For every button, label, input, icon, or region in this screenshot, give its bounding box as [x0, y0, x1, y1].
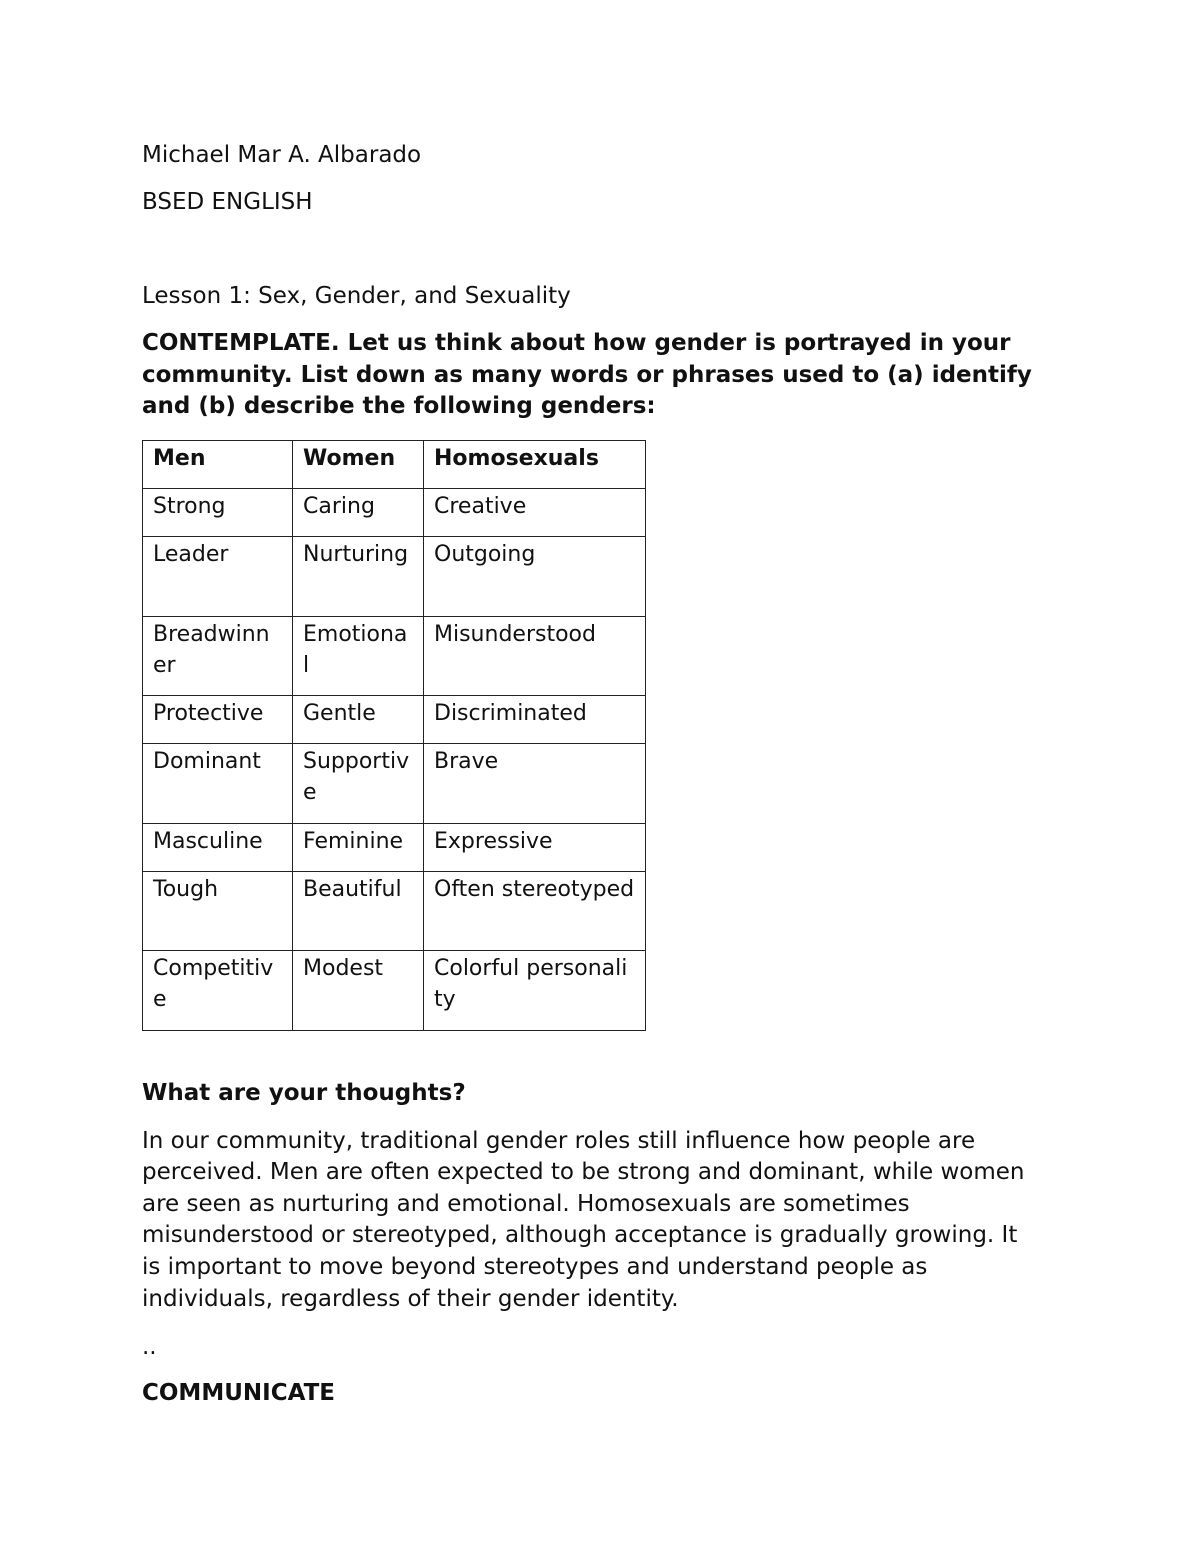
student-name: Michael Mar A. Albarado — [142, 142, 422, 168]
table-cell: Tough — [143, 872, 293, 951]
table-row — [143, 872, 646, 951]
table-cell: Caring — [293, 489, 424, 537]
thoughts-line-3: are seen as nurturing and emotional. Homosexuals are sometimes — [142, 1191, 910, 1217]
table-cell: Modest — [293, 951, 424, 1031]
thoughts-line-1: In our community, traditional gender roles still influence how people are — [142, 1128, 976, 1154]
table-row — [143, 744, 646, 824]
table-row — [143, 489, 646, 537]
table-cell: Emotional — [293, 617, 424, 696]
table-cell: Beautiful — [293, 872, 424, 951]
thoughts-heading: What are your thoughts? — [142, 1080, 466, 1106]
separator-dots: .. — [142, 1334, 157, 1360]
table-cell: Competitive — [143, 951, 293, 1031]
thoughts-line-2: perceived. Men are often expected to be strong and dominant, while women — [142, 1159, 1025, 1185]
lesson-title: Lesson 1: Sex, Gender, and Sexuality — [142, 283, 571, 309]
table-cell: Masculine — [143, 824, 293, 872]
header-women: Women — [293, 441, 424, 489]
table-cell: Nurturing — [293, 537, 424, 617]
table-cell: Expressive — [424, 824, 646, 872]
table-cell: Creative — [424, 489, 646, 537]
table-cell: Discriminated — [424, 696, 646, 744]
table-row — [143, 537, 646, 617]
table-row — [143, 824, 646, 872]
instruction-line-2: community. List down as many words or phrases used to (a) identify — [142, 362, 1032, 388]
table-row — [143, 617, 646, 696]
table-cell: Strong — [143, 489, 293, 537]
table-cell: Supportive — [293, 744, 424, 824]
table-cell: Brave — [424, 744, 646, 824]
table-cell: Dominant — [143, 744, 293, 824]
table-cell: Outgoing — [424, 537, 646, 617]
thoughts-line-6: individuals, regardless of their gender identity. — [142, 1286, 679, 1312]
table-cell: Leader — [143, 537, 293, 617]
table-cell: Often stereotyped — [424, 872, 646, 951]
table-cell: Misunderstood — [424, 617, 646, 696]
thoughts-line-5: is important to move beyond stereotypes and understand people as — [142, 1254, 928, 1280]
communicate-heading: COMMUNICATE — [142, 1380, 335, 1406]
gender-descriptors-table — [142, 440, 646, 1031]
header-men: Men — [143, 441, 293, 489]
table-cell: Gentle — [293, 696, 424, 744]
table-cell: Breadwinner — [143, 617, 293, 696]
table-cell: Protective — [143, 696, 293, 744]
table-header-row — [143, 441, 646, 489]
header-homosexuals: Homosexuals — [424, 441, 646, 489]
instruction-line-3: and (b) describe the following genders: — [142, 393, 656, 419]
table-cell: Feminine — [293, 824, 424, 872]
table-cell: Colorful personality — [424, 951, 646, 1031]
thoughts-line-4: misunderstood or stereotyped, although acceptance is gradually growing. It — [142, 1222, 1018, 1248]
table-row — [143, 951, 646, 1031]
table-row — [143, 696, 646, 744]
instruction-line-1: CONTEMPLATE. Let us think about how gender is portrayed in your — [142, 330, 1011, 356]
course-label: BSED ENGLISH — [142, 189, 313, 215]
